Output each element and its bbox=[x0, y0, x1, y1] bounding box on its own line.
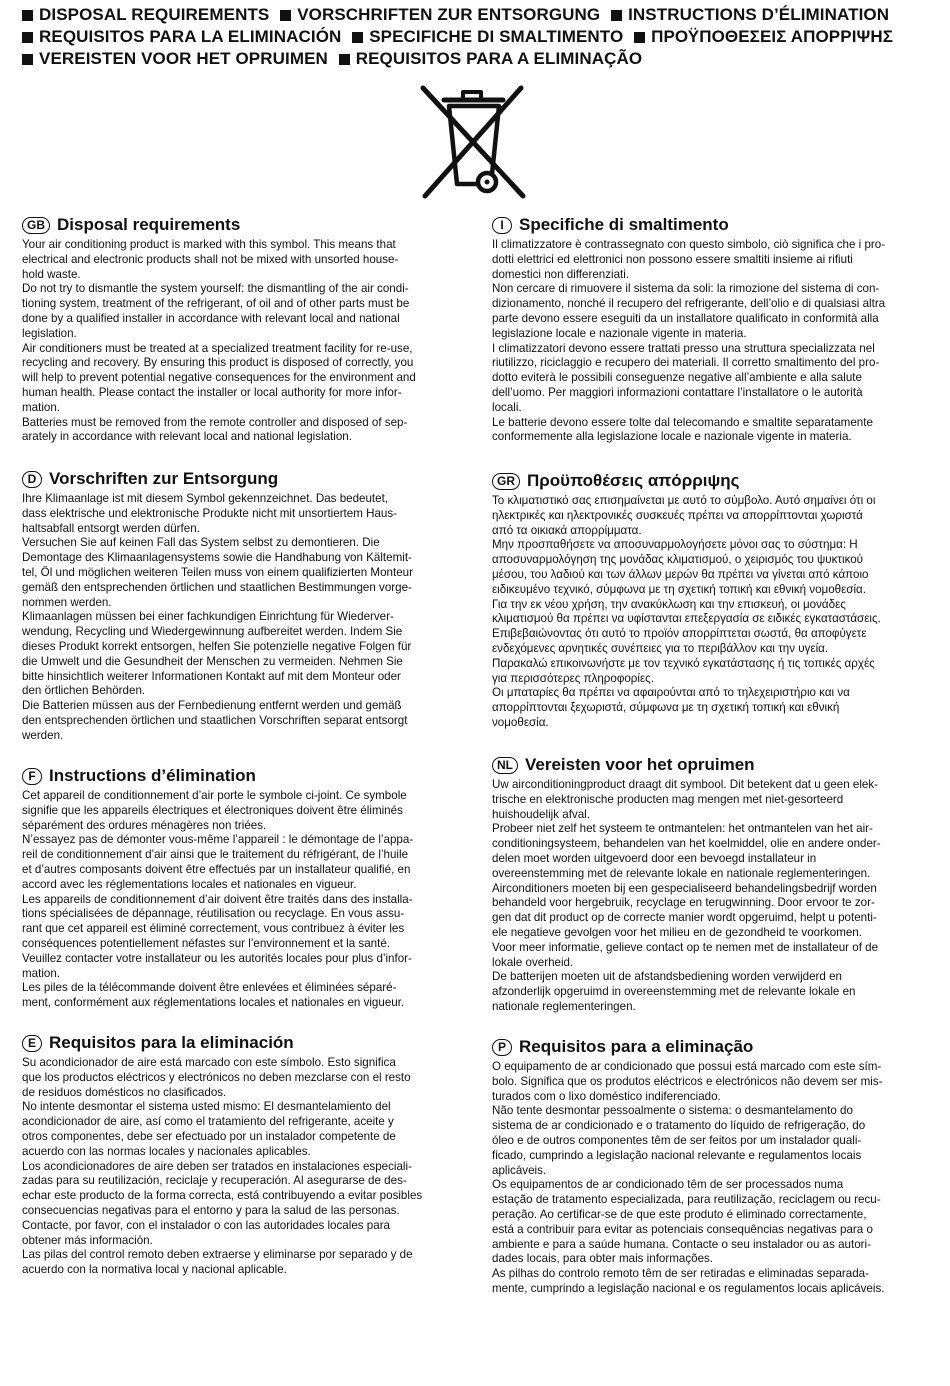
section-title-e bbox=[22, 1032, 454, 1054]
body-line: riutilizzo, riciclaggio e recupero dei materiali. Il corretto smaltimento del pro- bbox=[492, 356, 880, 370]
body-line: delen moet worden uitgevoerd door een bevoegd installateur in bbox=[492, 851, 817, 865]
header-title-e: REQUISITOS PARA LA ELIMINACIÓN bbox=[39, 27, 342, 46]
body-line: Οι μπαταρίες θα πρέπει να αφαιρούνται από το τηλεχειριστήριο και να bbox=[492, 686, 850, 700]
body-line: tioning system, treatment of the refrigerant, of oil and of other parts must be bbox=[22, 297, 410, 311]
body-line: Veuillez contacter votre installateur ou les autorités locales pour plus d’infor- bbox=[22, 951, 412, 965]
body-line: Uw airconditioningproduct draagt dit symbool. Dit betekent dat u geen elek- bbox=[492, 778, 879, 791]
body-line: tions spécialisées de dépannage, réutilisation ou recyclage. En vous assu- bbox=[22, 907, 405, 921]
body-line: απορρίπτονται ξεχωριστά, σύμφωνα με τη σχετική τοπική και εθνική bbox=[492, 701, 840, 715]
section-body-gb bbox=[22, 238, 454, 445]
section-heading-i: Specifiche di smaltimento bbox=[519, 215, 729, 234]
body-line: obtener más información. bbox=[22, 1233, 153, 1247]
body-line: aplicáveis. bbox=[492, 1163, 547, 1177]
body-line: haltsabfall entsorgt werden dürfen. bbox=[22, 521, 200, 535]
body-line: No intente desmontar el sistema usted mismo: El desmantelamiento del bbox=[22, 1100, 391, 1114]
body-line: Airconditioners moeten bij een gespecialiseerd behandelingsbedrijf worden bbox=[492, 881, 877, 895]
body-line: Não tente desmontar pessoalmente o sistema: o desmantelamento do bbox=[492, 1104, 853, 1118]
body-line: gemäß den entsprechenden örtlichen und staatlichen Bestimmungen vorge- bbox=[22, 580, 412, 594]
body-line: Les piles de la télécommande doivent être enlevées et éliminées séparé- bbox=[22, 981, 397, 995]
body-line: hold waste. bbox=[22, 267, 81, 281]
section-heading-e: Requisitos para la eliminación bbox=[49, 1033, 294, 1052]
body-line: turados com o lixo doméstico indiferenciado. bbox=[492, 1089, 721, 1103]
body-line: sistema de ar condicionado e o tratamento do líquido de refrigeração, do bbox=[492, 1119, 866, 1133]
body-line: huishoudelijk afval. bbox=[492, 807, 590, 821]
body-line: conséquences potentiellement néfastes sur l’environnement et la santé. bbox=[22, 936, 391, 950]
crossed-out-wheelie-bin-icon bbox=[417, 84, 529, 204]
section-e bbox=[22, 1032, 454, 1278]
square-bullet-icon bbox=[22, 54, 33, 65]
body-line: Το κλιματιστικό σας επισημαίνεται με αυτό το σύμβολο. Αυτό σημαίνει ότι οι bbox=[492, 494, 876, 507]
square-bullet-icon bbox=[634, 32, 645, 43]
body-line: Le batterie devono essere tolte dal telecomando e smaltite separatamente bbox=[492, 415, 873, 429]
section-i bbox=[492, 214, 924, 445]
language-badge-nl: NL bbox=[492, 757, 518, 774]
body-line: Contacte, por favor, con el instalador o con las autoridades locales para bbox=[22, 1218, 390, 1232]
section-title-nl bbox=[492, 754, 924, 776]
body-line: dotti elettrici ed elettronici non possono essere smaltiti insieme ai rifiuti bbox=[492, 252, 853, 266]
section-heading-nl: Vereisten voor het opruimen bbox=[525, 755, 755, 774]
body-line: done by a qualified installer in accordance with relevant local and national bbox=[22, 311, 400, 325]
body-line: werden. bbox=[22, 728, 64, 742]
body-line: Klimaanlagen müssen bei einer fachkundigen Einrichtung für Wiederver- bbox=[22, 610, 394, 624]
body-line: parte devono essere eseguiti da un installatore qualificato in conformità alla bbox=[492, 311, 879, 325]
body-line: dades locais, para obter mais informações. bbox=[492, 1252, 714, 1266]
body-line: dell’uomo. Per maggiori informazioni contattare l’installatore o le autorità bbox=[492, 385, 863, 399]
body-line: Demontage des Klimaanlagensystems sowie die Handhabung von Kältemit- bbox=[22, 551, 412, 565]
body-line: wendung, Recycling und Wiedergewinnung aufbereitet werden. Indem Sie bbox=[22, 625, 403, 639]
section-body-gr bbox=[492, 494, 924, 731]
body-line: acuerdo con la normativa local y nacional aplicable. bbox=[22, 1263, 287, 1277]
section-title-p bbox=[492, 1036, 924, 1058]
square-bullet-icon bbox=[352, 32, 363, 43]
body-line: will help to prevent potential negative consequences for the environment and bbox=[22, 371, 416, 385]
language-badge-p: P bbox=[492, 1039, 512, 1056]
square-bullet-icon bbox=[280, 10, 291, 21]
body-line: Los acondicionadores de aire deben ser tratados en instalaciones especiali- bbox=[22, 1159, 412, 1173]
body-line: echar este producto de la forma correcta, está contribuyendo a evitar posibles bbox=[22, 1189, 423, 1203]
body-line: die Umwelt und die Gesundheit der Menschen zu vermeiden. Nehmen Sie bbox=[22, 654, 403, 668]
body-line: human health. Please contact the installer or local authority for more infor- bbox=[22, 385, 402, 399]
body-line: N’essayez pas de démonter vous-même l’appareil : le démontage de l’appa- bbox=[22, 833, 414, 847]
body-line: recycling and recovery. By ensuring this product is disposed of correctly, you bbox=[22, 356, 414, 370]
body-line: ambiente e para a saúde humana. Contacte o seu instalador ou as autori- bbox=[492, 1237, 871, 1251]
body-line: bolo. Significa que os produtos eléctricos e electrónicos não devem ser mis- bbox=[492, 1074, 883, 1088]
section-title-i bbox=[492, 214, 924, 236]
body-line: Air conditioners must be treated at a specialized treatment facility for re-use, bbox=[22, 341, 413, 355]
section-p bbox=[492, 1036, 924, 1297]
body-line: dass elektrische und elektronische Produkte nicht mit unsortiertem Haus- bbox=[22, 506, 398, 520]
language-badge-e: E bbox=[22, 1035, 42, 1052]
section-body-e bbox=[22, 1056, 454, 1278]
body-line: ηλεκτρικές και ηλεκτρονικές συσκευές πρέπει να απορρίπτονται χωριστά bbox=[492, 508, 863, 522]
section-body-i bbox=[492, 238, 924, 445]
body-line: está a contribuir para evitar as potenciais consequências negativas para o bbox=[492, 1222, 873, 1236]
header-title-gb: DISPOSAL REQUIREMENTS bbox=[39, 5, 270, 24]
body-line: rant que cet appareil est éliminé correctement, vous contribuez à éviter les bbox=[22, 922, 405, 936]
body-line: conditioningsysteem, behandelen van het koelmiddel, olie en andere onder- bbox=[492, 837, 881, 851]
body-line: Voor meer informatie, gelieve contact op te nemen met de installateur of de bbox=[492, 940, 879, 954]
body-line: dieses Produkt korrekt entsorgen, helfen Sie potenzielle negative Folgen für bbox=[22, 639, 412, 653]
body-line: zadas para su reutilización, reciclaje y recuperación. Al asegurarse de des- bbox=[22, 1174, 407, 1188]
square-bullet-icon bbox=[611, 10, 622, 21]
body-line: óleo e de outros componentes têm de ser feitos por um instalador quali- bbox=[492, 1133, 862, 1147]
body-line: Su acondicionador de aire está marcado con este símbolo. Esto significa bbox=[22, 1056, 396, 1069]
body-line: ment, conformément aux réglementations locales et nationales en vigueur. bbox=[22, 996, 405, 1010]
body-line: et d’autres composants doivent être effectués par un installateur qualifié, en bbox=[22, 862, 411, 876]
body-line: que los productos eléctricos y electrónicos no deben mezclarse con el resto bbox=[22, 1070, 411, 1084]
section-gb bbox=[22, 214, 454, 445]
body-line: Probeer niet zelf het systeem te ontmantelen: het ontmantelen van het air- bbox=[492, 822, 873, 836]
body-line: arately in accordance with relevant local and national legislation. bbox=[22, 430, 352, 444]
body-line: consecuencias negativas para el entorno y para la salud de las personas. bbox=[22, 1203, 400, 1217]
body-line: peração. Ao certificar-se de que este produto é eliminado correctamente, bbox=[492, 1207, 867, 1221]
section-f bbox=[22, 765, 454, 1011]
section-heading-gr: Προϋποθέσεις απόρριψης bbox=[527, 471, 740, 490]
section-d bbox=[22, 468, 454, 744]
body-line: Non cercare di rimuovere il sistema da soli: la rimozione del sistema di con- bbox=[492, 282, 880, 296]
section-body-f bbox=[22, 789, 454, 1011]
body-line: mation. bbox=[22, 966, 61, 980]
section-title-gr bbox=[492, 470, 924, 492]
body-line: Die Batterien müssen aus der Fernbedienung entfernt werden und gemäß bbox=[22, 699, 402, 713]
body-line: Για την εκ νέου χρήση, την ανακύκλωση και την επισκευή, οι μονάδες bbox=[492, 597, 846, 611]
body-line: bitte hinsichtlich weiterer Informationen Kontakt auf mit dem Monteur oder bbox=[22, 669, 401, 683]
body-line: dizionamento, nonché il recupero del refrigerante, dell’olio e di qualsiasi altra bbox=[492, 297, 886, 311]
body-line: dotto eviterà le possibili conseguenze negative all’ambiente e alla salute bbox=[492, 371, 862, 385]
body-line: De batterijen moeten uit de afstandsbediening worden verwijderd en bbox=[492, 970, 842, 984]
body-line: από τα οικιακά απορρίμματα. bbox=[492, 523, 642, 537]
body-line: signifie que les appareils électriques et électroniques doivent être éliminés bbox=[22, 803, 403, 817]
body-line: Do not try to dismantle the system yourself: the dismantling of the air condi- bbox=[22, 282, 409, 296]
header-line-2 bbox=[22, 26, 937, 48]
body-line: Les appareils de conditionnement d’air doivent être traités dans des installa- bbox=[22, 892, 413, 906]
section-title-gb bbox=[22, 214, 454, 236]
body-line: legislation. bbox=[22, 326, 77, 340]
body-line: accord avec les réglementations locales et nationales en vigueur. bbox=[22, 877, 357, 891]
body-line: Il climatizzatore è contrassegnato con questo simbolo, ciò significa che i pro- bbox=[492, 238, 886, 251]
body-line: legislazione locale e nazionale vigente in materia. bbox=[492, 326, 747, 340]
body-line: μέσου, του λαδιού και των άλλων μερών θα πρέπει να γίνεται από κάποιο bbox=[492, 567, 869, 581]
body-line: ficado, cumprindo a legislação nacional relevante e regulamentos locais bbox=[492, 1148, 862, 1162]
body-line: As pilhas do controlo remoto têm de ser retiradas e eliminadas separada- bbox=[492, 1267, 869, 1281]
body-line: κλιματισμού θα πρέπει να υφίστανται επεξεργασία σε ειδικές εγκαταστάσεις. bbox=[492, 612, 881, 626]
body-line: acuerdo con las normas locales y nacionales aplicables. bbox=[22, 1144, 311, 1158]
section-heading-p: Requisitos para a eliminação bbox=[519, 1037, 754, 1056]
header-title-i: SPECIFICHE DI SMALTIMENTO bbox=[369, 27, 624, 46]
body-line: O equipamento de ar condicionado que possui está marcado com este sím- bbox=[492, 1060, 882, 1073]
body-line: mation. bbox=[22, 400, 61, 414]
section-heading-d: Vorschriften zur Entsorgung bbox=[49, 469, 279, 488]
header bbox=[22, 4, 937, 70]
header-title-p: REQUISITOS PARA A ELIMINAÇÃO bbox=[355, 49, 643, 68]
body-line: Cet appareil de conditionnement d’air porte le symbole ci-joint. Ce symbole bbox=[22, 789, 407, 802]
section-heading-f: Instructions d’élimination bbox=[49, 766, 256, 785]
header-line-3 bbox=[22, 48, 937, 70]
body-line: Versuchen Sie auf keinen Fall das System selbst zu demontieren. Die bbox=[22, 536, 380, 550]
square-bullet-icon bbox=[22, 32, 33, 43]
body-line: acondicionador de aire, así como el tratamiento del refrigerante, aceite y bbox=[22, 1115, 394, 1129]
body-line: overeenstemming met de relevante lokale en nationale reglementeringen. bbox=[492, 866, 871, 880]
body-line: tel, Öl und möglichen weiteren Teilen muss von einem qualifizierten Monteur bbox=[22, 565, 413, 579]
body-line: electrical and electronic products shall not be mixed with unsorted house- bbox=[22, 252, 399, 266]
section-body-nl bbox=[492, 778, 924, 1015]
section-title-f bbox=[22, 765, 454, 787]
body-line: behandeld voor hergebruik, recyclage en terugwinning. Door ervoor te zor- bbox=[492, 896, 875, 910]
body-line: ele negatieve gevolgen voor het milieu en de gezondheid te voorkomen. bbox=[492, 925, 862, 939]
body-line: Μην προσπαθήσετε να αποσυναρμολογήσετε μόνοι σας το σύστημα: Η bbox=[492, 538, 858, 552]
body-line: locali. bbox=[492, 400, 522, 414]
body-line: Os equipamentos de ar condicionado têm de ser processados numa bbox=[492, 1178, 844, 1192]
body-line: νομοθεσία. bbox=[492, 715, 549, 729]
body-line: de residuos domésticos no clasificados. bbox=[22, 1085, 227, 1099]
section-body-d bbox=[22, 492, 454, 744]
body-line: afzonderlijk opgeruimd in overeenstemming met de relevante lokale en bbox=[492, 985, 856, 999]
body-line: trische en elektronische producten mag mengen met niet-gesorteerd bbox=[492, 792, 844, 806]
header-title-d: VORSCHRIFTEN ZUR ENTSORGUNG bbox=[297, 5, 601, 24]
language-badge-f: F bbox=[22, 768, 42, 785]
body-line: mente, cumprindo a legislação nacional e os regulamentos locais aplicáveis. bbox=[492, 1281, 885, 1295]
language-badge-gr: GR bbox=[492, 473, 520, 490]
body-line: I climatizzatori devono essere trattati presso una struttura specializzata nel bbox=[492, 341, 875, 355]
body-line: αποσυναρμολόγηση της μονάδας κλιματισμού, ο χειρισμός του ψυκτικού bbox=[492, 553, 864, 567]
section-nl bbox=[492, 754, 924, 1015]
language-badge-i: I bbox=[492, 217, 512, 234]
language-badge-gb: GB bbox=[22, 217, 50, 234]
square-bullet-icon bbox=[339, 54, 350, 65]
language-badge-d: D bbox=[22, 471, 42, 488]
body-line: Επιβεβαιώνοντας ότι αυτό το προϊόν απορρίπτεται σωστά, θα αποφύγετε bbox=[492, 627, 867, 641]
body-line: estação de tratamento especializada, para reutilização, reciclagem ou recu- bbox=[492, 1193, 881, 1207]
header-line-1 bbox=[22, 4, 937, 26]
body-line: Las pilas del control remoto deben extraerse y eliminarse por separado y de bbox=[22, 1248, 413, 1262]
body-line: lokale overheid. bbox=[492, 955, 574, 969]
body-line: ενδεχόμενες αρνητικές συνέπειες για το περιβάλλον και την υγεία. bbox=[492, 641, 829, 655]
body-line: Your air conditioning product is marked with this symbol. This means that bbox=[22, 238, 396, 251]
header-title-nl: VEREISTEN VOOR HET OPRUIMEN bbox=[39, 49, 328, 68]
body-line: den örtlichen Behörden. bbox=[22, 684, 146, 698]
body-line: reil de conditionnement d’air ainsi que le traitement du réfrigérant, de l’huile bbox=[22, 848, 409, 862]
section-heading-gb: Disposal requirements bbox=[57, 215, 241, 234]
body-line: domestici non differenziati. bbox=[492, 267, 630, 281]
body-line: séparément des ordures ménagères non triées. bbox=[22, 818, 267, 832]
header-title-gr: ΠΡΟΫΠΟΘΕΣΕΙΣ ΑΠΟΡΡΙΨΗΣ bbox=[651, 27, 894, 46]
body-line: conformemente alla legislazione locale e nazionale vigente in materia. bbox=[492, 430, 852, 444]
body-line: ειδικευμένο τεχνικό, σύμφωνα με τη σχετική τοπική και εθνική νομοθεσία. bbox=[492, 582, 866, 596]
body-line: den entsprechenden örtlichen und staatlichen Vorschriften separat entsorgt bbox=[22, 713, 408, 727]
section-title-d bbox=[22, 468, 454, 490]
body-line: Παρακαλώ επικοινωνήστε με τον τεχνικό εγκατάστασης ή τις τοπικές αρχές bbox=[492, 656, 875, 670]
body-line: Ihre Klimaanlage ist mit diesem Symbol gekennzeichnet. Das bedeutet, bbox=[22, 492, 389, 505]
square-bullet-icon bbox=[22, 10, 33, 21]
section-body-p bbox=[492, 1060, 924, 1297]
body-line: nationale reglementeringen. bbox=[492, 999, 636, 1013]
body-line: gen dat dit product op de correcte manier wordt opgeruimd, helpt u potenti- bbox=[492, 911, 877, 925]
body-line: Batteries must be removed from the remote controller and disposed of sep- bbox=[22, 415, 408, 429]
section-gr bbox=[492, 470, 924, 731]
body-line: για περισσότερες πληροφορίες. bbox=[492, 671, 654, 685]
header-title-f: INSTRUCTIONS D’ÉLIMINATION bbox=[628, 5, 890, 24]
body-line: nommen werden. bbox=[22, 595, 112, 609]
body-line: otros componentes, debe ser efectuado por un instalador competente de bbox=[22, 1129, 396, 1143]
